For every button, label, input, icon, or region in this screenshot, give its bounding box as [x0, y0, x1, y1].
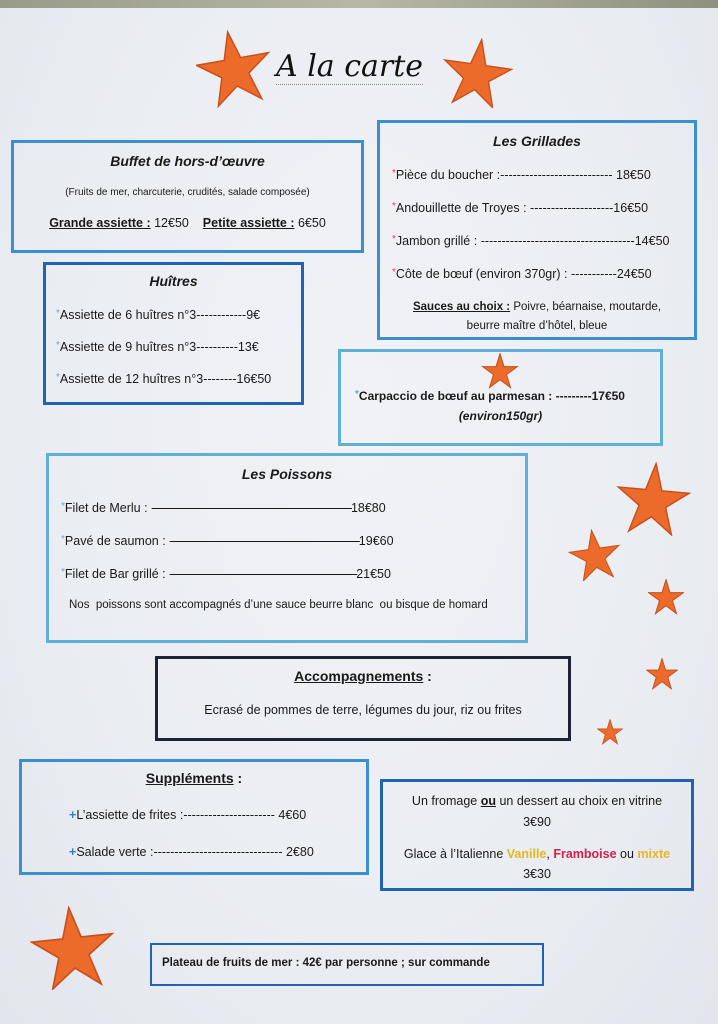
- star-icon: [646, 658, 678, 690]
- dessert-line: Un fromage ou un dessert au choix en vitrine: [411, 794, 663, 808]
- desserts-section: [380, 779, 694, 891]
- buffet-section: [11, 140, 364, 253]
- menu-item: *Carpaccio de bœuf au parmesan : ---------17€50: [355, 389, 625, 403]
- star-icon: [196, 28, 272, 108]
- menu-item: *Pavé de saumon : --------------------------------------------------------------------------19€60: [61, 534, 394, 548]
- star-icon: [648, 579, 684, 615]
- grillades-section: [377, 120, 697, 340]
- petite-label: Petite assiette :: [202, 216, 295, 230]
- menu-item: *Côte de bœuf (environ 370gr) : -----------24€50: [392, 267, 652, 281]
- background-strip: [0, 0, 718, 8]
- poissons-section: [46, 453, 528, 643]
- star-icon: [568, 529, 622, 581]
- menu-item: *Filet de Bar grillé : -------------------------------------------------------------------------21€50: [61, 567, 391, 581]
- poissons-heading: Les Poissons: [241, 466, 333, 482]
- menu-item: *Assiette de 9 huîtres n°3----------13€: [56, 340, 259, 354]
- page-title: A la carte: [276, 49, 424, 84]
- sauces-text: Sauces au choix : Poivre, béarnaise, moutarde,: [412, 301, 662, 313]
- plateau-text: Plateau de fruits de mer : 42€ par personne ; sur commande: [162, 957, 490, 969]
- glace-price: 3€30: [523, 867, 551, 881]
- menu-item: *Andouillette de Troyes : --------------------16€50: [392, 201, 649, 215]
- supplements-heading: Suppléments :: [145, 770, 243, 786]
- star-icon: [597, 719, 623, 745]
- grande-label: Grande assiette :: [49, 216, 151, 230]
- menu-item: *Pièce du boucher :--------------------------- 18€50: [392, 168, 651, 182]
- accompagnements-section: [155, 656, 571, 741]
- star-icon: [440, 38, 514, 108]
- star-icon: [614, 462, 692, 536]
- menu-item: *Filet de Merlu : ------------------------------------------------------------------------------18€80: [61, 501, 386, 515]
- menu-item: +L’assiette de frites :---------------------- 4€60: [69, 808, 307, 822]
- carpaccio-note: (environ150gr): [458, 409, 543, 423]
- grillades-heading: Les Grillades: [493, 133, 581, 149]
- grande-price: 12€50: [154, 216, 189, 230]
- dessert-price: 3€90: [523, 815, 551, 829]
- poissons-note: Nos poissons sont accompagnés d’une sauce beurre blanc ou bisque de homard: [69, 599, 488, 611]
- menu-item: *Jambon grillé : -------------------------------------14€50: [392, 234, 670, 248]
- buffet-description: (Fruits de mer, charcuterie, crudités, salade composée): [65, 187, 310, 198]
- accompagnements-text: Ecrasé de pommes de terre, légumes du jour, riz ou frites: [204, 703, 522, 717]
- menu-item: *Assiette de 6 huîtres n°3------------9€: [56, 308, 261, 322]
- accompagnements-heading: Accompagnements :: [294, 668, 432, 684]
- star-icon: [481, 353, 519, 389]
- glace-line: Glace à l’Italienne Vanille, Framboise ou mixte: [403, 847, 671, 861]
- buffet-heading: Buffet de hors-d’œuvre: [110, 153, 265, 169]
- petite-price: 6€50: [297, 216, 326, 230]
- sauces-text-2: beurre maître d’hôtel, bleue: [466, 320, 608, 332]
- star-icon: [30, 906, 116, 990]
- menu-item: *Assiette de 12 huîtres n°3--------16€50: [56, 372, 272, 386]
- huitres-section: [43, 262, 304, 405]
- huitres-heading: Huîtres: [149, 273, 198, 289]
- menu-item: +Salade verte :------------------------------- 2€80: [69, 845, 314, 859]
- supplements-section: [19, 759, 369, 875]
- buffet-prices: [14, 216, 361, 230]
- plateau-section: [150, 943, 544, 986]
